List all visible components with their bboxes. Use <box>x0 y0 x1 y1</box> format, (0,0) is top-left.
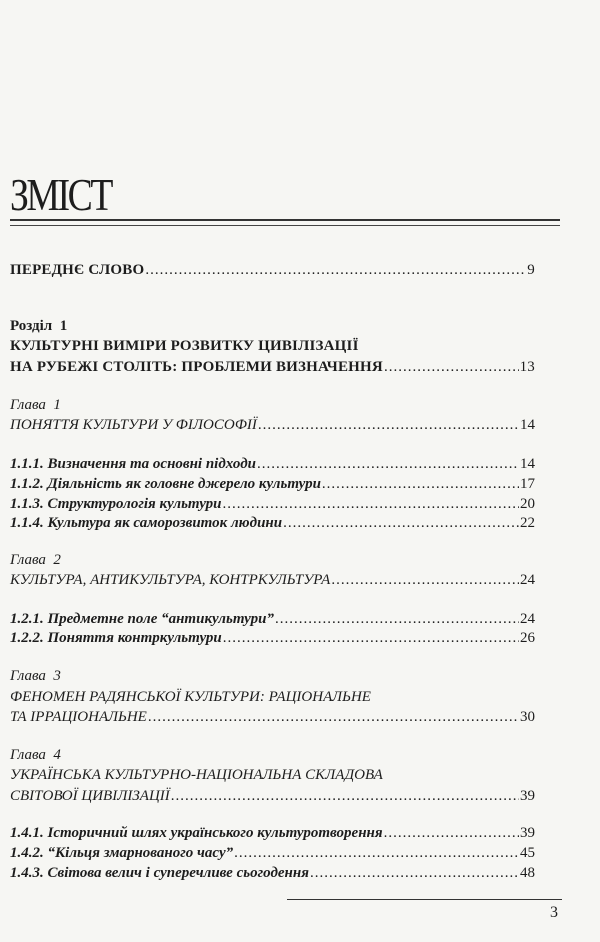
entry-text: 1.2.1. Предметне поле “антикультури” <box>10 611 274 627</box>
entry-page: 20 <box>520 496 535 512</box>
entry-page: 39 <box>520 788 535 804</box>
entry-page: 13 <box>519 359 535 375</box>
chapter-label <box>10 666 535 686</box>
chapter-title-line1 <box>10 765 535 785</box>
entry-text: УКРАЇНСЬКА КУЛЬТУРНО-НАЦІОНАЛЬНА СКЛАДОВА <box>10 767 383 783</box>
toc-subentry <box>10 454 535 474</box>
dot-leader <box>223 494 519 514</box>
toc-subentry <box>10 474 535 494</box>
entry-text: 1.4.3. Світова велич і суперечливе сьогодення <box>10 865 309 881</box>
entry-text: 1.4.1. Історичний шлях українського культуротворення <box>10 825 383 841</box>
entry-page: 30 <box>520 709 535 725</box>
entry-page: 14 <box>520 417 535 433</box>
entry-text: ФЕНОМЕН РАДЯНСЬКОЇ КУЛЬТУРИ: РАЦІОНАЛЬНЕ <box>10 689 371 705</box>
chapter-label-text: Глава 4 <box>10 747 61 763</box>
chapter-label-text: Глава 3 <box>10 668 61 684</box>
entry-text: ТА ІРРАЦІОНАЛЬНЕ <box>10 709 147 725</box>
dot-leader <box>223 628 519 648</box>
footer-rule <box>287 899 562 900</box>
dot-leader <box>384 357 519 377</box>
toc-title: ЗМІСТ <box>10 169 111 220</box>
toc-entry-chapter3 <box>10 707 535 727</box>
entry-text: ПОНЯТТЯ КУЛЬТУРИ У ФІЛОСОФІЇ <box>10 417 257 433</box>
toc-entry-chapter4 <box>10 786 535 806</box>
entry-text: НА РУБЕЖІ СТОЛІТЬ: ПРОБЛЕМИ ВИЗНАЧЕННЯ <box>10 359 383 375</box>
toc-subentry <box>10 628 535 648</box>
entry-page: 14 <box>520 456 535 472</box>
chapter-label <box>10 550 535 570</box>
section-label-text: Розділ 1 <box>10 318 68 334</box>
entry-text: 1.2.2. Поняття контркультури <box>10 630 222 646</box>
toc-subentry <box>10 863 535 883</box>
dot-leader <box>310 863 519 883</box>
chapter-label <box>10 395 535 415</box>
dot-leader <box>234 843 519 863</box>
toc-entry-chapter1 <box>10 415 535 435</box>
chapter-label-text: Глава 1 <box>10 397 61 413</box>
toc-entry-chapter2 <box>10 570 535 590</box>
toc-subentry <box>10 843 535 863</box>
toc-subentry <box>10 513 535 533</box>
entry-text: СВІТОВОЇ ЦИВІЛІЗАЦІЇ <box>10 788 170 804</box>
dot-leader <box>171 786 519 806</box>
chapter-label-text: Глава 2 <box>10 552 61 568</box>
dot-leader <box>257 454 519 474</box>
toc-subentry <box>10 823 535 843</box>
toc-entry-section1 <box>10 357 535 377</box>
toc-subentry <box>10 609 535 629</box>
entry-page: 45 <box>520 845 535 861</box>
entry-page: 26 <box>520 630 535 646</box>
title-rule-thin <box>10 225 560 226</box>
section-title-text: КУЛЬТУРНІ ВИМІРИ РОЗВИТКУ ЦИВІЛІЗАЦІЇ <box>10 338 359 354</box>
entry-page: 24 <box>520 572 535 588</box>
entry-page: 48 <box>520 865 535 881</box>
entry-text: 1.1.1. Визначення та основні підходи <box>10 456 257 472</box>
entry-text: 1.1.2. Діяльність як головне джерело культури <box>10 476 321 492</box>
dot-leader <box>331 570 519 590</box>
entry-text: 1.1.3. Структурологія культури <box>10 496 222 512</box>
dot-leader <box>384 823 519 843</box>
toc-entry-foreword <box>10 260 535 280</box>
entry-page: 17 <box>520 476 535 492</box>
chapter-title-line1 <box>10 687 535 707</box>
entry-text: ПЕРЕДНЄ СЛОВО <box>10 262 145 278</box>
title-rule-thick <box>10 219 560 221</box>
entry-text: КУЛЬТУРА, АНТИКУЛЬТУРА, КОНТРКУЛЬТУРА <box>10 572 331 588</box>
entry-page: 22 <box>520 515 535 531</box>
toc-subentry <box>10 494 535 514</box>
entry-page: 39 <box>520 825 535 841</box>
dot-leader <box>322 474 519 494</box>
page-number: 3 <box>550 904 558 921</box>
section-label <box>10 316 535 336</box>
dot-leader <box>148 707 519 727</box>
chapter-label <box>10 745 535 765</box>
section-title-line1 <box>10 336 535 356</box>
entry-page: 24 <box>520 611 535 627</box>
entry-page: 9 <box>527 262 535 278</box>
dot-leader <box>145 260 526 280</box>
entry-text: 1.1.4. Культура як саморозвиток людини <box>10 515 283 531</box>
entry-text: 1.4.2. “Кільця змарнованого часу” <box>10 845 234 861</box>
dot-leader <box>283 513 519 533</box>
dot-leader <box>258 415 519 435</box>
dot-leader <box>275 609 519 629</box>
